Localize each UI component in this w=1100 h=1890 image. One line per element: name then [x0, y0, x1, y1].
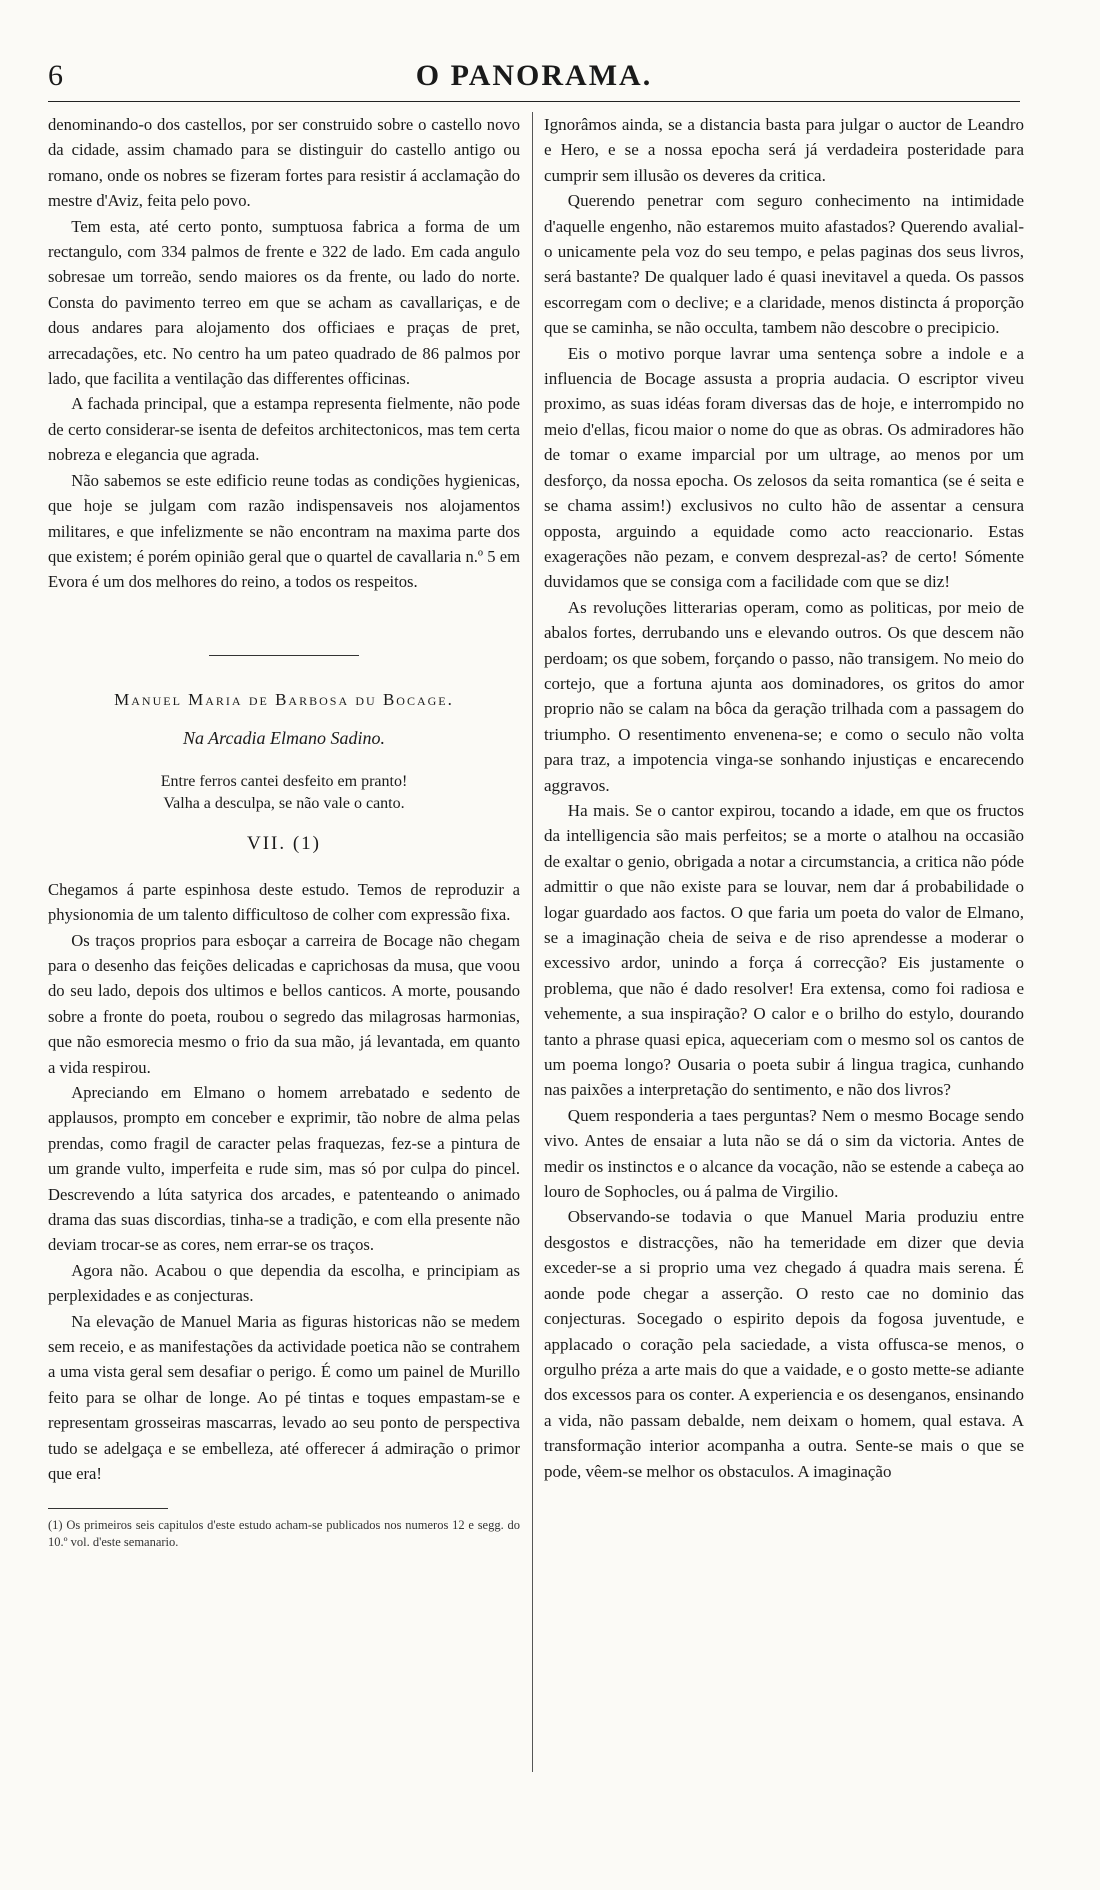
- article-paragraph: Não sabemos se este edificio reune todas as condições hygienicas, que hoje se julgam com razão indispensaveis nos alojamentos militares, e que infelizmente se não encontram na maxima parte dos que existem; é porém opinião geral que o quartel de cavallaria n.º 5 em Evora é um dos melhores do reino, a todos os respeitos.: [48, 470, 520, 592]
- epigraph: [48, 771, 520, 815]
- column-divider: [532, 112, 533, 1772]
- section-title: Manuel Maria de Barbosa du Bocage.: [114, 689, 454, 709]
- essay-paragraph: As revoluções litterarias operam, como as politicas, por meio de abalos fortes, derrubando uns e elevando outros. Os que descem não perdoam; os que sobem, forçando o passo, não transigem. No meio do cortejo, que a fortuna ajunta aos dominadores, os gritos do amor proprio não se calam na bôca da geração trilhada com a passagem do triumpho. O resentimento envenena-se; e como o seculo não volta para traz, a impotencia vinga-se sonhando injustiças e encarecendo aggravos.: [544, 597, 1024, 795]
- essay-paragraph: Os traços proprios para esboçar a carreira de Bocage não chegam para o desenho das feições delicadas e caprichosas da musa, que voou do seu lado, depois dos ultimos e bellos canticos. A morte, pousando sobre a fronte do poeta, roubou o segredo das milagrosas harmonias, que não esmorecia mesmo o frio da sua mão, já levantada, em quanto a vida respirou.: [48, 930, 520, 1077]
- page-number: 6: [48, 59, 63, 92]
- essay-paragraph: Na elevação de Manuel Maria as figuras historicas não se medem sem receio, e as manifestações da actividade poetica não se contrahem a uma vista geral sem desafiar o perigo. É como um painel de Murillo feito para se olhar de longe. Ao pé tintas e toques empastam-se e representam grosseiras mascarras, levado ao seu ponto de perspectiva tudo se adelgaça e se embelleza, até offerecer á admiração o primor que era!: [48, 1311, 520, 1484]
- article-paragraph: denominando-o dos castellos, por ser construido sobre o castello novo da cidade, assim chamado para se distinguir do castello antigo ou romano, onde os nobres se fizeram fortes para resistir á acclamação do mestre d'Aviz, feita pelo povo.: [48, 115, 520, 211]
- epigraph-line: Entre ferros cantei desfeito em pranto!: [160, 772, 408, 790]
- essay-paragraph: Observando-se todavia o que Manuel Maria produziu entre desgostos e distracções, não ha temeridade em dizer que devia exceder-se a si proprio uma vez chegado á quadra mais serena. É aonde pode chegar a asserção. O resto cae no dominio das conjecturas. Socegado o espirito depois da fogosa juventude, e applacado o coração pela saciedade, a vista offusca-se menos, o orgulho préza a arte mais do que a vaidade, e o gosto mette-se adiante dos excessos para os conter. A experiencia e os desenganos, ensinando a vida, não passam debalde, nem deixam o homem, qual estava. A transformação interior acompanha a outra. Sente-se mais o que se pode, vêem-se melhor os obstaculos. A imaginação: [544, 1207, 1024, 1481]
- essay-paragraph: Chegamos á parte espinhosa deste estudo. Temos de reproduzir a physionomia de um talento difficultoso de colher com expressão fixa.: [48, 879, 520, 925]
- essay-paragraph: Querendo penetrar com seguro conhecimento na intimidade d'aquelle engenho, não estaremos muito afastados? Querendo avalial-o unicamente pela voz do seu tempo, e pelas paginas dos seus livros, será bastante? De qualquer lado é quasi inevitavel a queda. Os passos escorregam com o declive; e a claridade, menos distincta á proporção que se caminha, se não occulta, tambem não descobre o precipicio.: [544, 191, 1024, 338]
- essay-paragraph: Agora não. Acabou o que dependia da escolha, e principiam as perplexidades e as conjecturas.: [48, 1260, 520, 1306]
- article-paragraph: A fachada principal, que a estampa representa fielmente, não pode de certo considerar-se isenta de defeitos architectonicos, mas tem certa nobreza e elegancia que agrada.: [48, 394, 520, 465]
- essay-paragraph: Quem responderia a taes perguntas? Nem o mesmo Bocage sendo vivo. Antes de ensaiar a luta não se dá o sim da victoria. Antes de medir os instinctos e o alcance da vocação, não se estende a cabeça ao louro de Sophocles, ou á palma de Virgilio.: [544, 1105, 1024, 1202]
- chapter-heading: VII. (1): [246, 832, 322, 854]
- footnote: (1) Os primeiros seis capitulos d'este estudo acham-se publicados nos numeros 12 e segg. do 10.º vol. d'este semanario.: [48, 1518, 520, 1550]
- article-paragraph: Tem esta, até certo ponto, sumptuosa fabrica a forma de um rectangulo, com 334 palmos de frente e 322 de lado. Em cada angulo sobresae um torreão, sendo maiores os da frente, ou lado do norte. Consta do pavimento terreo em que se acham as cavallariças, e de dous andares para alojamento dos officiaes e praças de pret, arrecadações, etc. No centro ha um pateo quadrado de 86 palmos por lado, que facilita a ventilação das differentes officinas.: [48, 216, 520, 389]
- footnote-divider: [48, 1508, 168, 1509]
- essay-paragraph: Eis o motivo porque lavrar uma sentença sobre a indole e a influencia de Bocage assusta a propria audacia. O escriptor viveu proximo, as suas idéas foram diversas das de hoje, e interrompido no meio d'ellas, ficou maior o nome do que as obras. Os admiradores hão de tomar o exame imparcial por um ultrage, ao menos por um desforço, da nossa epocha. Os zelosos da seita romantica (se é seita e se chama assim!) exclusivos no culto hão de assentar a censura opposta, arguindo a equidade como acto reaccionario. Estas exagerações não pezam, e convem desprezal-as? de certo! Sómente duvidamos que se consiga com a facilidade com que se diz!: [544, 343, 1024, 592]
- epigraph-line: Valha a desculpa, se não vale o canto.: [163, 794, 405, 812]
- section-divider: [209, 655, 359, 656]
- header-rule: [48, 101, 1020, 102]
- dedication: Na Arcadia Elmano Sadino.: [183, 727, 385, 748]
- essay-paragraph: Ignorâmos ainda, se a distancia basta para julgar o auctor de Leandro e Hero, e se a nossa epocha será já verdadeira posteridade para cumprir sem illusão os deveres da critica.: [544, 115, 1024, 185]
- right-column: [544, 112, 1024, 1484]
- essay-paragraph: Ha mais. Se o cantor expirou, tocando a idade, em que os fructos da intelligencia são mais perfeitos; se a morte o atalhou na occasião de exaltar o genio, obrigada a notar a circumstancia, a critica não póde admittir o que não existe para se louvar, nem dar á probabilidade o logar guardado aos factos. O que faria um poeta do valor de Elmano, se a imaginação cheia de seiva e de riso aprendesse a moderar o excessivo ardor, unindo a força á correcção? Eis justamente o problema, que não é dado resolver! Era extensa, como foi radiosa e vehemente, a sua inspiração? O calor e o brilho do estylo, dourando tanto a phrase quasi epica, aqueceriam com o mesmo sol os cantos de um poema longo? Ousaria o poeta subir á lingua tragica, cunhando nas paixões a interpretação do sentimento, e não dos livros?: [544, 800, 1024, 1100]
- journal-title: O PANORAMA.: [415, 59, 653, 92]
- left-column: [48, 112, 520, 1551]
- page-header: [48, 56, 1020, 96]
- essay-paragraph: Apreciando em Elmano o homem arrebatado e sedento de applausos, prompto em conceber e exprimir, tão nobre de alma pelas prendas, como fragil de caracter pelas fraquezas, fez-se a pintura de um grande vulto, imperfeita e rude sim, mas só por culpa do pincel. Descrevendo a lúta satyrica dos arcades, e patenteando o animado drama das suas discordias, tinha-se a tradição, e com ella presente não deviam trocar-se as cores, nem errar-se os traços.: [48, 1082, 520, 1255]
